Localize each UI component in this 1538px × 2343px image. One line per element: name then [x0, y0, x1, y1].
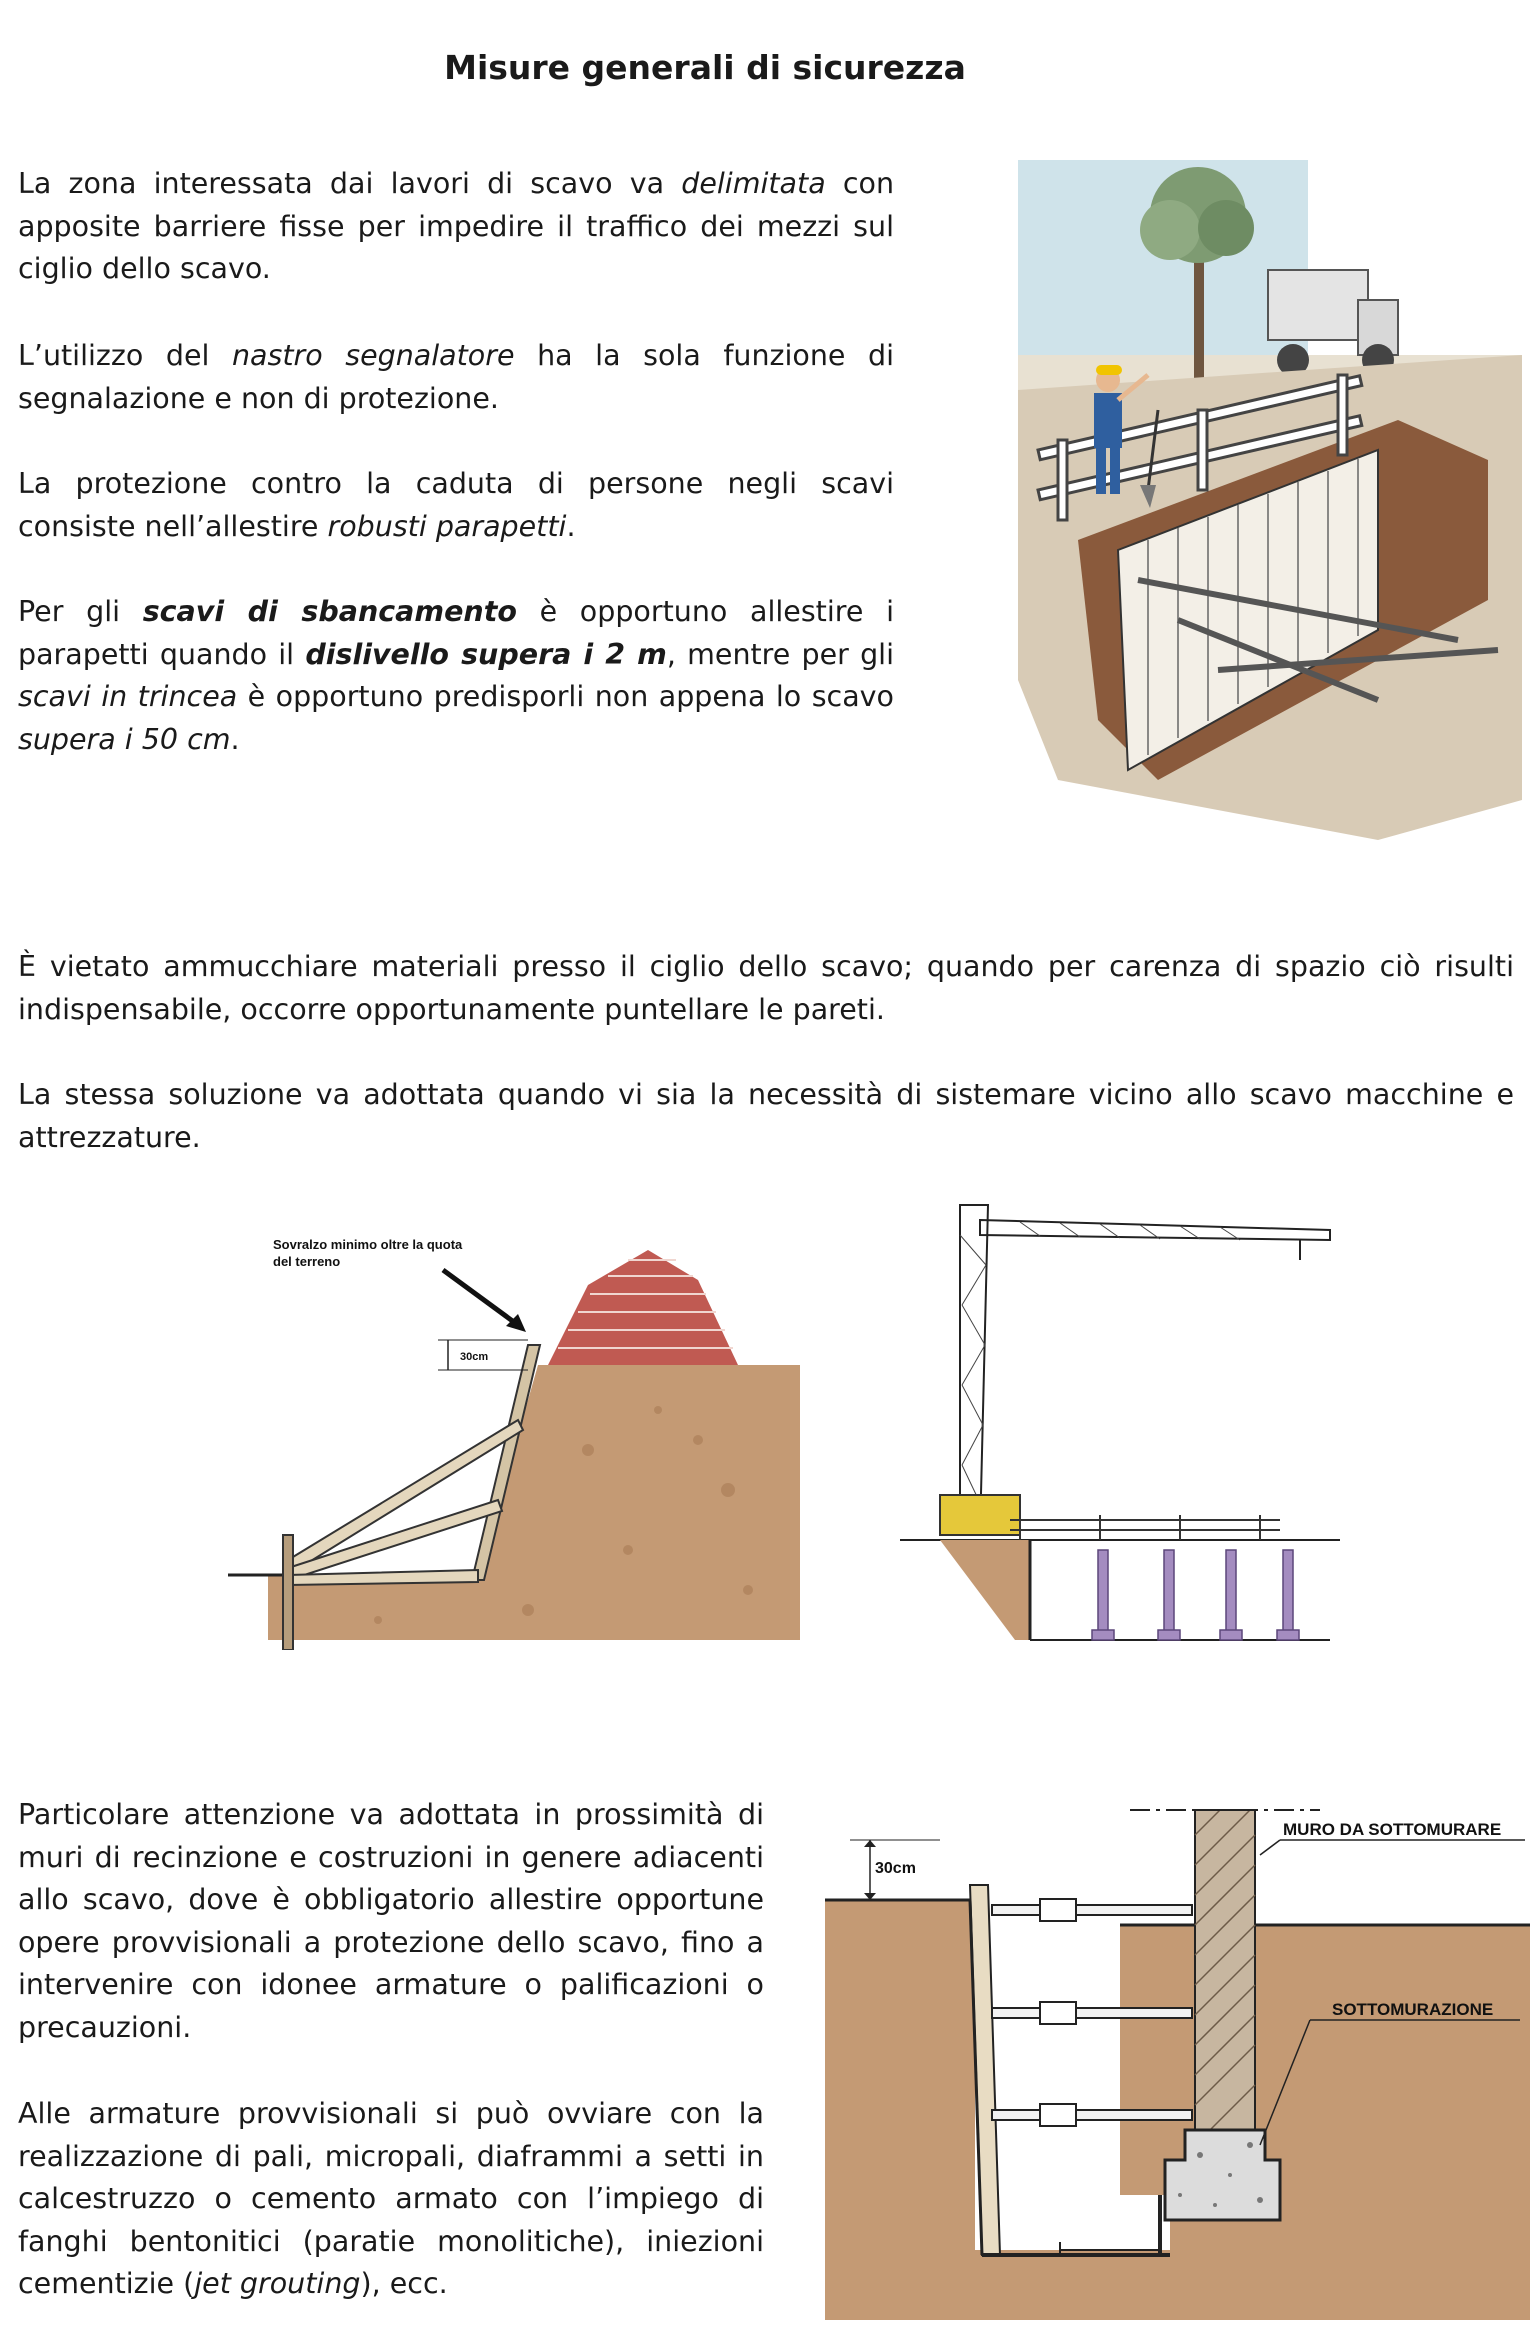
label-underpinning: SOTTOMURAZIONE	[1332, 2000, 1494, 2019]
text-run: scavi di sbancamento	[142, 595, 517, 628]
text-run: La protezione contro la caduta di persone negli scavi consiste nell’allestire	[18, 467, 894, 543]
paragraph-provisional-armatures	[18, 2093, 764, 2306]
text-run: L’utilizzo del	[18, 339, 232, 372]
figure-trench-with-fence	[1018, 160, 1522, 840]
paragraph-delimitation	[18, 163, 894, 291]
text-run: .	[230, 722, 240, 756]
text-run: supera i 50 cm	[18, 722, 231, 756]
text-run: scavi in trincea	[18, 680, 238, 713]
label-minimum-overhang-1: Sovralzo minimo oltre la quota	[273, 1237, 463, 1252]
text-run: La zona interessata dai lavori di scavo va	[18, 167, 682, 200]
paragraph-parapets	[18, 463, 894, 548]
paragraph-adjacent-walls: Particolare attenzione va adottata in prossimità di muri di recinzione e costruzioni in genere adiacenti allo scavo, dove è obbligatorio allestire opportune opere provvisionali a protezione dello scavo, fino a intervenire con idonee armature o palificazioni o precauzioni.	[18, 1798, 764, 2044]
text-run: .	[566, 509, 576, 543]
text-run: ), ecc.	[360, 2267, 448, 2300]
page-title: Misure generali di sicurezza	[444, 48, 966, 87]
text-run: dislivello supera i 2 m	[305, 637, 667, 671]
text-run: è opportuno allestire i parapetti quando il	[18, 595, 894, 671]
label-wall-to-underpin: MURO DA SOTTOMURARE	[1283, 1820, 1502, 1839]
dimension-30cm-bricks: 30cm	[460, 1351, 489, 1363]
paragraph-warning-tape	[18, 335, 894, 420]
paragraph-machines: La stessa soluzione va adottata quando vi sia la necessità di sistemare vicino allo scavo macchine e attrezzature.	[18, 1078, 1514, 1154]
paragraph-excavation-heights	[18, 591, 894, 761]
figure-underpinning-section	[820, 1795, 1530, 2320]
text-run: Alle armature provvisionali si può ovviare con la realizzazione di pali, micropali, diaframmi a setti in calcestruzzo o cemento armato con l’impiego di fanghi bentonitici (paratie monolitiche), iniezioni cementizie (	[18, 2097, 764, 2300]
text-run: delimitata	[681, 167, 826, 200]
dimension-30cm-wall: 30cm	[875, 1860, 916, 1877]
text-run: è opportuno predisporli non appena lo scavo	[237, 680, 894, 713]
text-run: Per gli	[18, 595, 143, 628]
figure-crane-excavation	[900, 1195, 1340, 1655]
figure-brick-pile-shoring	[228, 1230, 808, 1650]
text-run: ha la sola funzione di segnalazione e non di protezione.	[18, 339, 894, 415]
text-run: nastro segnalatore	[231, 339, 515, 372]
text-run: robusti parapetti	[327, 509, 567, 543]
label-minimum-overhang-2: del terreno	[273, 1254, 341, 1269]
text-run: , mentre per gli	[666, 637, 894, 671]
paragraph-material-storage: È vietato ammucchiare materiali presso il ciglio dello scavo; quando per carenza di spazio ciò risulti indispensabile, occorre opportunamente puntellare le pareti.	[18, 950, 1514, 1026]
text-run: jet grouting	[194, 2267, 361, 2300]
text-run: con apposite barriere fisse per impedire il traffico dei mezzi sul ciglio dello scavo.	[18, 167, 895, 285]
